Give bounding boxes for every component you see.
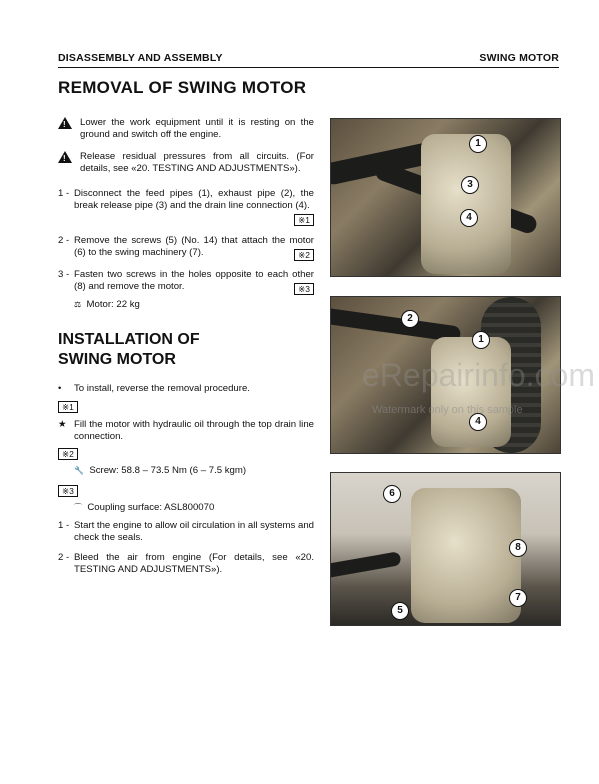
photo-swing-motor-removal (330, 472, 561, 626)
star-icon: ★ (58, 419, 67, 430)
watermark-note: Watermark only on this sample (372, 404, 523, 416)
pressure-warning-icon: ! (58, 151, 72, 163)
warning-lower-equipment: ! Lower the work equipment until it is resting on the ground and switch off the engine. (58, 117, 314, 142)
header-rule (58, 67, 559, 68)
removal-heading: REMOVAL OF SWING MOTOR (58, 78, 307, 97)
page-header (58, 50, 559, 66)
weight-icon: ⚖ (74, 300, 82, 309)
reference-box: ※1 (58, 401, 78, 413)
coupling-surface: ⌒ Coupling surface: ASL800070 (74, 502, 215, 513)
callout-label: 3 (461, 176, 479, 194)
callout-label: 2 (401, 310, 419, 328)
warning-residual-pressure: ! Release residual pressures from all circuits. (For details, see «20. TESTING AND ADJUSTMENTS»). (58, 151, 314, 176)
callout-label: 4 (460, 209, 478, 227)
warning-triangle-icon: ! (58, 117, 72, 129)
callout-label: 6 (383, 485, 401, 503)
sealant-icon: ⌒ (74, 503, 82, 512)
install-step-2: 2 - Bleed the air from engine (For details, see «20. TESTING AND ADJUSTMENTS»). (58, 552, 314, 576)
reference-box: ※3 (58, 485, 78, 497)
callout-label: 7 (509, 589, 527, 607)
callout-label: 1 (469, 135, 487, 153)
reference-box: ※2 (294, 249, 314, 261)
callout-label: 1 (472, 331, 490, 349)
callout-label: 4 (469, 413, 487, 431)
screw-torque: 🔧 Screw: 58.8 – 73.5 Nm (6 – 7.5 kgm) (74, 465, 247, 476)
photo-swing-motor-pipes (330, 118, 561, 277)
removal-step-2: 2 - Remove the screws (5) (No. 14) that attach the motor (6) to the swing machinery (7). ※2 (58, 235, 314, 260)
installation-heading: INSTALLATION OF SWING MOTOR (58, 331, 200, 368)
callout-label: 8 (509, 539, 527, 557)
reference-box: ※3 (294, 283, 314, 295)
torque-wrench-icon: 🔧 (74, 466, 84, 475)
chapter-title: SWING MOTOR (479, 52, 559, 64)
callout-label: 5 (391, 602, 409, 620)
motor-weight: ⚖ Motor: 22 kg (74, 299, 140, 310)
install-star-note: ★ Fill the motor with hydraulic oil through the top drain line connection. (58, 419, 314, 443)
install-bullet: • To install, reverse the removal procedure. (58, 383, 250, 394)
install-step-1: 1 - Start the engine to allow oil circulation in all systems and check the seals. (58, 520, 314, 544)
reference-box: ※1 (294, 214, 314, 226)
section-title: DISASSEMBLY AND ASSEMBLY (58, 52, 223, 64)
removal-step-3: 3 - Fasten two screws in the holes opposite to each other (8) and remove the motor. ※3 (58, 269, 314, 294)
removal-step-1: 1 - Disconnect the feed pipes (1), exhaust pipe (2), the break release pipe (3) and the drain line connection (4). ※1 (58, 188, 314, 225)
reference-box: ※2 (58, 448, 78, 460)
watermark-text: eRepairinfo.com (362, 357, 595, 393)
